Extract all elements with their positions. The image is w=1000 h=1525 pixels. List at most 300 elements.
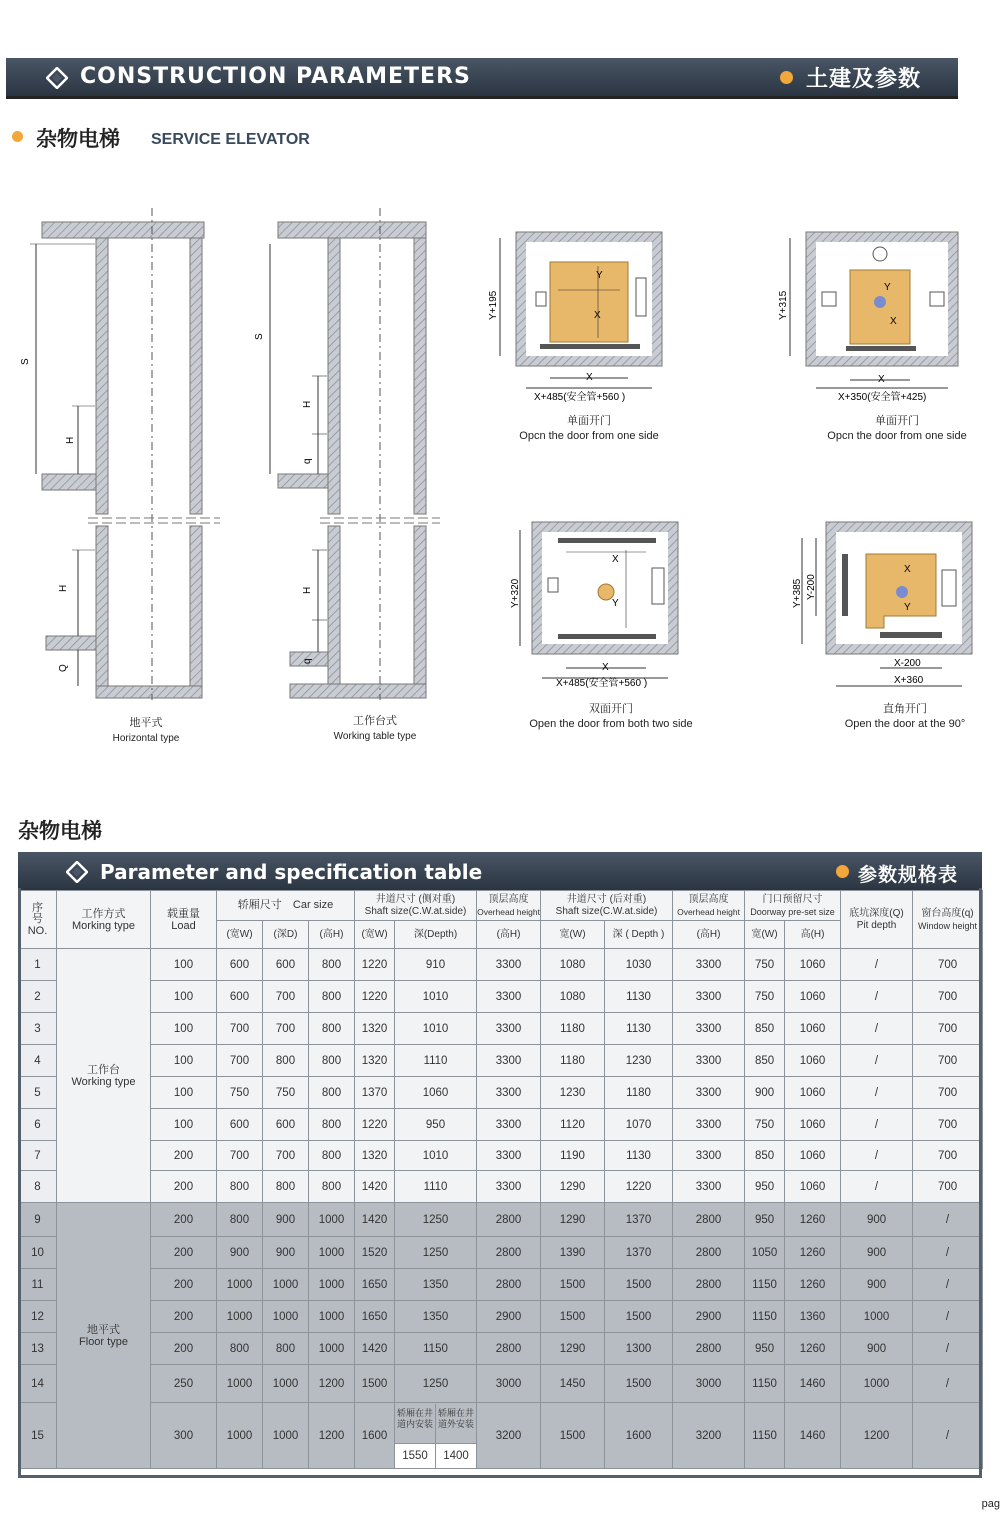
cell-sd: 1250	[395, 1203, 477, 1237]
cell-pit: 1000	[841, 1301, 913, 1333]
table-bar-title-cn: 参数规格表	[858, 864, 959, 886]
cell-pit: /	[841, 1141, 913, 1171]
cell-oh2: 2800	[673, 1203, 745, 1237]
cell-load: 200	[151, 1141, 217, 1171]
table-row	[19, 1203, 983, 1237]
cell-win: /	[913, 1403, 983, 1469]
caption-cn: 单面开门	[875, 415, 919, 427]
cell-pit: /	[841, 981, 913, 1013]
row-number: 4	[19, 1045, 57, 1077]
cell-w: 750	[217, 1077, 263, 1109]
cell-rd: 1130	[605, 981, 673, 1013]
table-row	[19, 1403, 983, 1469]
cell-oh2: 2900	[673, 1301, 745, 1333]
header-pit-depth: 底坑深度(Q) Pit depth	[841, 891, 913, 949]
cell-w: 1000	[217, 1269, 263, 1301]
subheader: 高(H)	[785, 921, 841, 949]
cell-d: 800	[263, 1171, 309, 1203]
plan-one-side-caption	[506, 414, 672, 444]
cell-d: 800	[263, 1045, 309, 1077]
section-title-en: SERVICE ELEVATOR	[151, 131, 310, 148]
header-overhead-2: 顶层高度 Overhead height	[673, 891, 745, 921]
cell-oh2: 3300	[673, 1013, 745, 1045]
cell-dw: 950	[745, 1333, 785, 1365]
caption-cn: 工作台式	[353, 715, 397, 727]
cell-oh: 3300	[477, 1013, 541, 1045]
cell-sw: 1320	[355, 1141, 395, 1171]
dim-h-label: H	[302, 586, 313, 594]
cell-d: 700	[263, 1013, 309, 1045]
plan-x-dim-2: X+360	[894, 675, 924, 686]
cell-sd: 910	[395, 949, 477, 981]
cell-load: 200	[151, 1301, 217, 1333]
cell-rd: 1500	[605, 1365, 673, 1403]
cell-d: 1000	[263, 1365, 309, 1403]
plan-view-drawings	[470, 220, 1000, 700]
cell-oh2: 3300	[673, 981, 745, 1013]
cell-sd-split	[395, 1403, 477, 1469]
subheader: 宽(W)	[745, 921, 785, 949]
cell-h: 800	[309, 949, 355, 981]
cell-d: 900	[263, 1203, 309, 1237]
cell-sd: 950	[395, 1109, 477, 1141]
table-row	[19, 949, 983, 981]
construction-parameters-bar	[6, 58, 958, 96]
cell-sd: 1150	[395, 1333, 477, 1365]
cell-pit: 900	[841, 1333, 913, 1365]
cell-win: 700	[913, 981, 983, 1013]
caption-en: Opcn the door from one side	[827, 430, 967, 442]
caption-en: Horizontal type	[112, 733, 180, 744]
diamond-arrows-icon	[46, 67, 68, 89]
cell-dh: 1260	[785, 1203, 841, 1237]
row-number: 10	[19, 1237, 57, 1269]
plan-two-side-caption	[518, 702, 704, 732]
subheader: 宽(W)	[541, 921, 605, 949]
cell-d: 700	[263, 1141, 309, 1171]
cell-rw: 1190	[541, 1141, 605, 1171]
cell-h: 800	[309, 1013, 355, 1045]
header-shaft-side: 井道尺寸 (侧对重) Shaft size(C.W.at.side)	[355, 891, 477, 921]
row-number: 5	[19, 1077, 57, 1109]
cell-dh: 1460	[785, 1365, 841, 1403]
table-row	[19, 981, 983, 1013]
cell-sw: 1650	[355, 1269, 395, 1301]
cell-pit: /	[841, 1109, 913, 1141]
cell-d: 750	[263, 1077, 309, 1109]
cell-sw: 1600	[355, 1403, 395, 1469]
subheader: (高H)	[309, 921, 355, 949]
cell-dw: 750	[745, 949, 785, 981]
row-number: 6	[19, 1109, 57, 1141]
working-table-shaft	[254, 208, 440, 700]
cell-load: 250	[151, 1365, 217, 1403]
plan-y-dim: Y+315	[778, 290, 789, 320]
cell-rd: 1220	[605, 1171, 673, 1203]
cell-dh: 1460	[785, 1403, 841, 1469]
cell-rw: 1390	[541, 1237, 605, 1269]
cell-load: 100	[151, 981, 217, 1013]
cell-dh: 1060	[785, 1171, 841, 1203]
cell-pit: /	[841, 949, 913, 981]
dim-h-label: H	[65, 436, 76, 444]
caption-en: Open the door from both two side	[529, 718, 693, 730]
cell-rd: 1070	[605, 1109, 673, 1141]
cell-d: 700	[263, 981, 309, 1013]
header-load: 载重量 Load	[151, 891, 217, 949]
cell-win: 700	[913, 1045, 983, 1077]
table-row	[19, 1365, 983, 1403]
cell-load: 200	[151, 1269, 217, 1301]
cell-d: 800	[263, 1333, 309, 1365]
cell-dh: 1060	[785, 1077, 841, 1109]
cell-rw: 1500	[541, 1301, 605, 1333]
cell-rw: 1290	[541, 1171, 605, 1203]
bar-title-cn: 土建及参数	[806, 67, 922, 92]
cell-rd: 1500	[605, 1269, 673, 1301]
cell-w: 600	[217, 949, 263, 981]
dim-h-label: H	[58, 584, 69, 592]
floor-type-cell: 地平式 Floor type	[57, 1203, 151, 1469]
working-type-cell: 工作台 Working type	[57, 949, 151, 1203]
cell-rw: 1500	[541, 1269, 605, 1301]
cell-sd: 1350	[395, 1301, 477, 1333]
table-row	[19, 1109, 983, 1141]
row-number: 12	[19, 1301, 57, 1333]
orange-dot-icon	[12, 131, 23, 142]
cell-dh: 1060	[785, 981, 841, 1013]
header-doorway: 门口预留尺寸 Doorway pre-set size	[745, 891, 841, 921]
plan-x-label: X	[602, 662, 609, 673]
cell-dw: 1150	[745, 1403, 785, 1469]
bar-title: CONSTRUCTION PARAMETERS	[80, 64, 471, 89]
cell-load: 100	[151, 1013, 217, 1045]
subheader: (高H)	[477, 921, 541, 949]
cell-w: 800	[217, 1203, 263, 1237]
subheader: 深(Depth)	[395, 921, 477, 949]
cell-w: 800	[217, 1333, 263, 1365]
cell-load: 100	[151, 1077, 217, 1109]
header-working-type: 工作方式 Morking type	[57, 891, 151, 949]
cell-h: 1000	[309, 1203, 355, 1237]
cell-dw: 750	[745, 981, 785, 1013]
row-number: 2	[19, 981, 57, 1013]
side-view-drawings	[0, 200, 470, 720]
cell-sd: 1110	[395, 1045, 477, 1077]
cell-win: /	[913, 1237, 983, 1269]
plan-y-label: Y	[904, 602, 911, 613]
cell-sw: 1220	[355, 981, 395, 1013]
cell-dh: 1260	[785, 1237, 841, 1269]
table-section-title: 杂物电梯	[18, 819, 102, 843]
row-number: 14	[19, 1365, 57, 1403]
plan-right-angle-caption	[822, 702, 988, 732]
caption-en: Opcn the door from one side	[519, 430, 659, 442]
dim-s-label: S	[254, 333, 265, 340]
cell-win: 700	[913, 1077, 983, 1109]
table-row	[19, 1013, 983, 1045]
plan-x-label: X	[890, 316, 897, 327]
cell-rd: 1230	[605, 1045, 673, 1077]
row-number: 1	[19, 949, 57, 981]
cell-d: 600	[263, 1109, 309, 1141]
cell-rw: 1080	[541, 981, 605, 1013]
cell-sw: 1520	[355, 1237, 395, 1269]
table-bar-title: Parameter and specification table	[100, 860, 483, 884]
cell-sw: 1220	[355, 1109, 395, 1141]
cell-oh: 2800	[477, 1203, 541, 1237]
cell-h: 1000	[309, 1333, 355, 1365]
cell-h: 800	[309, 1045, 355, 1077]
cell-rw: 1080	[541, 949, 605, 981]
dim-h-label: H	[302, 400, 313, 408]
table-row	[19, 1141, 983, 1171]
cell-dw: 1050	[745, 1237, 785, 1269]
cell-sw: 1220	[355, 949, 395, 981]
plan-two-side	[510, 522, 678, 689]
cell-sd: 1010	[395, 1141, 477, 1171]
cell-win: 700	[913, 1171, 983, 1203]
caption-cn: 地平式	[129, 717, 163, 729]
dim-q-label: Q	[58, 664, 69, 672]
cell-dh: 1260	[785, 1269, 841, 1301]
cell-rw: 1290	[541, 1333, 605, 1365]
subheader: 深 ( Depth )	[605, 921, 673, 949]
cell-win: /	[913, 1269, 983, 1301]
cell-rd: 1370	[605, 1203, 673, 1237]
cell-win: 700	[913, 1141, 983, 1171]
horizontal-type-shaft	[20, 208, 220, 700]
cell-rw: 1500	[541, 1403, 605, 1469]
row-number: 11	[19, 1269, 57, 1301]
cell-dh: 1060	[785, 1013, 841, 1045]
header-overhead: 顶层高度 Overhead height	[477, 891, 541, 921]
section-title-cn: 杂物电梯	[36, 127, 120, 151]
cell-oh2: 3300	[673, 1109, 745, 1141]
cell-rw: 1290	[541, 1203, 605, 1237]
row-number: 7	[19, 1141, 57, 1171]
table-row	[19, 1269, 983, 1301]
cell-oh2: 3300	[673, 949, 745, 981]
cell-oh2: 2800	[673, 1237, 745, 1269]
cell-load: 200	[151, 1237, 217, 1269]
cell-w: 600	[217, 981, 263, 1013]
horizontal-type-caption	[96, 716, 196, 746]
cell-win: /	[913, 1333, 983, 1365]
cell-oh: 2800	[477, 1333, 541, 1365]
row-number: 8	[19, 1171, 57, 1203]
caption-cn: 双面开门	[589, 703, 633, 715]
row-number: 13	[19, 1333, 57, 1365]
dim-q-label: q	[302, 458, 313, 464]
sd-out-label: 轿厢在井道外安装	[438, 1407, 475, 1429]
cell-h: 1200	[309, 1365, 355, 1403]
cell-dh: 1060	[785, 1045, 841, 1077]
cell-load: 200	[151, 1171, 217, 1203]
cell-load: 100	[151, 1045, 217, 1077]
cell-dh: 1060	[785, 1141, 841, 1171]
cell-sw: 1650	[355, 1301, 395, 1333]
plan-x-label: X	[612, 554, 619, 565]
parameter-table-bar	[18, 852, 982, 890]
diamond-arrows-icon	[66, 861, 88, 883]
plan-y-label: Y	[596, 270, 603, 281]
cell-oh2: 2800	[673, 1269, 745, 1301]
cell-load: 300	[151, 1403, 217, 1469]
subheader: (宽W)	[355, 921, 395, 949]
cell-pit: 900	[841, 1269, 913, 1301]
row-number: 15	[19, 1403, 57, 1469]
cell-sd: 1010	[395, 981, 477, 1013]
cell-w: 1000	[217, 1403, 263, 1469]
cell-dh: 1260	[785, 1333, 841, 1365]
cell-win: /	[913, 1301, 983, 1333]
cell-sd: 1060	[395, 1077, 477, 1109]
cell-rd: 1600	[605, 1403, 673, 1469]
cell-sd: 1250	[395, 1237, 477, 1269]
cell-sd: 1250	[395, 1365, 477, 1403]
cell-dh: 1060	[785, 1109, 841, 1141]
row-number: 9	[19, 1203, 57, 1237]
cell-dw: 1150	[745, 1269, 785, 1301]
cell-win: 700	[913, 949, 983, 981]
cell-sw: 1370	[355, 1077, 395, 1109]
plan-one-side-2-caption	[814, 414, 980, 444]
plan-y-label: Y	[884, 282, 891, 293]
cell-rd: 1300	[605, 1333, 673, 1365]
sd-in-label: 轿厢在井道内安装	[397, 1407, 434, 1429]
cell-sw: 1500	[355, 1365, 395, 1403]
cell-sd: 1110	[395, 1171, 477, 1203]
cell-h: 800	[309, 981, 355, 1013]
sd-in-value: 1550	[395, 1443, 435, 1468]
plan-one-side-2	[778, 232, 958, 403]
cell-d: 1000	[263, 1301, 309, 1333]
plan-x-dim: X-200	[894, 658, 921, 669]
cell-w: 800	[217, 1171, 263, 1203]
table-row	[19, 1237, 983, 1269]
cell-rw: 1180	[541, 1013, 605, 1045]
plan-y-dim: Y+320	[510, 578, 521, 608]
dim-s-label: S	[20, 358, 31, 365]
cell-pit: /	[841, 1171, 913, 1203]
header-no: 序号 NO.	[19, 891, 57, 949]
cell-oh: 3200	[477, 1403, 541, 1469]
table-row	[19, 1333, 983, 1365]
plan-x-label: X	[586, 372, 593, 383]
cell-dw: 950	[745, 1171, 785, 1203]
row-number: 3	[19, 1013, 57, 1045]
cell-pit: 1200	[841, 1403, 913, 1469]
cell-sw: 1420	[355, 1333, 395, 1365]
cell-rw: 1450	[541, 1365, 605, 1403]
plan-one-side	[488, 232, 662, 403]
cell-w: 700	[217, 1013, 263, 1045]
cell-rd: 1130	[605, 1141, 673, 1171]
cell-dw: 1150	[745, 1365, 785, 1403]
subheader: (高H)	[673, 921, 745, 949]
cell-rw: 1120	[541, 1109, 605, 1141]
cell-pit: /	[841, 1013, 913, 1045]
cell-pit: 900	[841, 1203, 913, 1237]
cell-oh2: 2800	[673, 1333, 745, 1365]
header-car-size: 轿厢尺寸 Car size	[217, 891, 355, 921]
cell-oh2: 3000	[673, 1365, 745, 1403]
cell-oh2: 3300	[673, 1045, 745, 1077]
cell-d: 1000	[263, 1269, 309, 1301]
cell-sw: 1420	[355, 1203, 395, 1237]
caption-en: Open the door at the 90°	[844, 718, 966, 730]
cell-h: 1000	[309, 1269, 355, 1301]
cell-rd: 1130	[605, 1013, 673, 1045]
cell-rd: 1030	[605, 949, 673, 981]
cell-w: 900	[217, 1237, 263, 1269]
cell-oh2: 3300	[673, 1077, 745, 1109]
cell-sw: 1420	[355, 1171, 395, 1203]
bar-underline	[6, 96, 958, 99]
cell-d: 600	[263, 949, 309, 981]
sd-out-value: 1400	[436, 1443, 476, 1468]
cell-h: 800	[309, 1171, 355, 1203]
cell-h: 800	[309, 1077, 355, 1109]
cell-oh: 2900	[477, 1301, 541, 1333]
dim-q-label: q	[302, 658, 313, 664]
table-row	[19, 1077, 983, 1109]
cell-pit: /	[841, 1077, 913, 1109]
cell-pit: 900	[841, 1237, 913, 1269]
cell-w: 1000	[217, 1301, 263, 1333]
caption-en: Working table type	[333, 731, 417, 742]
cell-load: 100	[151, 1109, 217, 1141]
plan-y-label: Y	[612, 598, 619, 609]
cell-h: 800	[309, 1141, 355, 1171]
cell-oh: 3000	[477, 1365, 541, 1403]
subheader: (深D)	[263, 921, 309, 949]
cell-sd: 1350	[395, 1269, 477, 1301]
cell-rw: 1230	[541, 1077, 605, 1109]
cell-oh2: 3200	[673, 1403, 745, 1469]
cell-dw: 1150	[745, 1301, 785, 1333]
cell-win: 700	[913, 1013, 983, 1045]
header-shaft-rear: 井道尺寸 (后对重) Shaft size(C.W.at.side)	[541, 891, 673, 921]
cell-load: 200	[151, 1203, 217, 1237]
plan-x-dim: X+485(安全管+560 )	[556, 678, 648, 689]
cell-load: 100	[151, 949, 217, 981]
cell-w: 700	[217, 1141, 263, 1171]
cell-win: /	[913, 1365, 983, 1403]
cell-dh: 1060	[785, 949, 841, 981]
cell-oh: 3300	[477, 1045, 541, 1077]
caption-cn: 直角开门	[883, 703, 927, 715]
cell-oh: 3300	[477, 1077, 541, 1109]
plan-y-dim: Y+385	[792, 578, 803, 608]
cell-pit: 1000	[841, 1365, 913, 1403]
cell-rd: 1500	[605, 1301, 673, 1333]
table-row	[19, 1301, 983, 1333]
page-number: pag	[981, 1498, 1000, 1510]
cell-dw: 950	[745, 1203, 785, 1237]
plan-y-dim: Y+195	[488, 290, 499, 320]
cell-sd: 1010	[395, 1013, 477, 1045]
plan-y-dim-2: Y-200	[806, 574, 817, 600]
cell-oh: 3300	[477, 1171, 541, 1203]
cell-oh: 2800	[477, 1269, 541, 1301]
cell-h: 800	[309, 1109, 355, 1141]
cell-d: 1000	[263, 1403, 309, 1469]
cell-rw: 1180	[541, 1045, 605, 1077]
cell-win: 700	[913, 1109, 983, 1141]
plan-x-label: X	[878, 374, 885, 385]
